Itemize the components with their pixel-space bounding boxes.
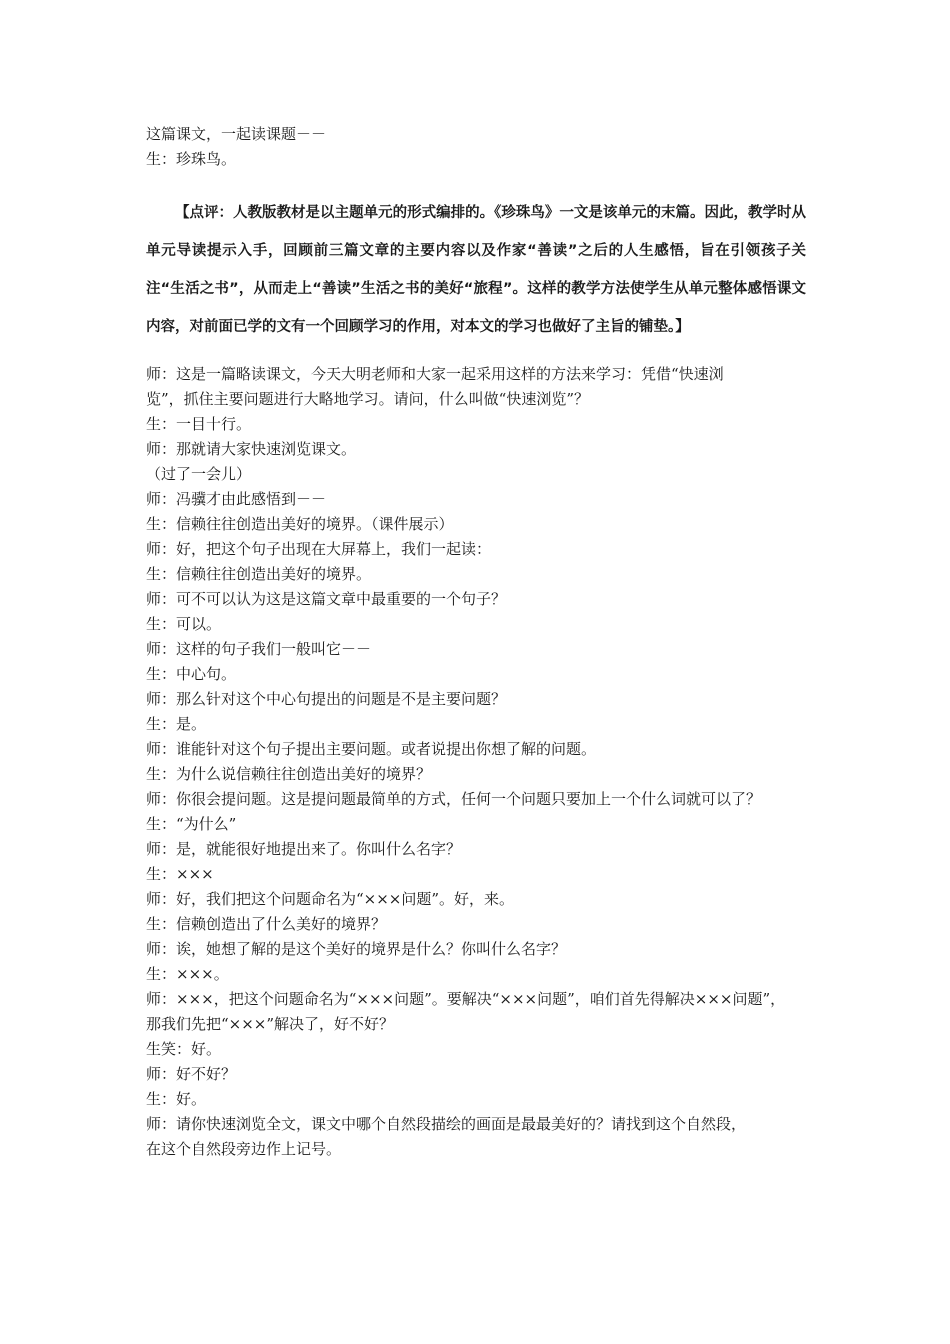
text-line: 生：珍珠鸟。 [146,150,237,168]
dialogue-line: 师：是，就能很好地提出来了。你叫什么名字？ [146,840,462,858]
text-line: 这篇课文，一起读课题－－ [146,125,327,143]
dialogue-line: 师：好，我们把这个问题命名为“×××问题”。好，来。 [146,890,515,908]
intro-block [146,122,826,172]
dialogue-line: 师：你很会提问题。这是提问题最简单的方式，任何一个问题只要加上一个什么词就可以了？ [146,790,762,808]
dialogue-line: 师：谁能针对这个句子提出主要问题。或者说提出你想了解的问题。 [146,740,597,758]
teacher-comment: 【点评：人教版教材是以主题单元的形式编排的。《珍珠鸟》一文是该单元的末篇。因此，教学时从单元导读提示入手，回顾前三篇文章的主要内容以及作家“善读”之后的人生感悟，旨在引领孩子关注“生活之书”，从而走上“善读”生活之书的美好“旅程”。这样的教学方法使学生从单元整体感悟课文内容，对前面已学的文有一个回顾学习的作用，对本文的学习也做好了主旨的铺垫。】 [146,205,806,335]
dialogue-line: 生：信赖创造出了什么美好的境界？ [146,915,387,933]
dialogue-line: 在这个自然段旁边作上记号。 [146,1140,342,1158]
dialogue-line: 生：可以。 [146,615,222,633]
dialogue-line: 师：那么针对这个中心句提出的问题是不是主要问题？ [146,690,507,708]
dialogue-line: 生：中心句。 [146,665,237,683]
document-page [146,122,826,1162]
dialogue-line: 师：好，把这个句子出现在大屏幕上，我们一起读： [146,540,492,558]
dialogue-line: 生：××× [146,865,214,883]
dialogue-line: 师：可不可以认为这是这篇文章中最重要的一个句子？ [146,590,507,608]
dialogue-line: 师：×××，把这个问题命名为“×××问题”。要解决“×××问题”，咱们首先得解决×××问题”， [146,990,786,1008]
dialogue-line: 生：信赖往往创造出美好的境界。 [146,565,372,583]
dialogue-line: 生：信赖往往创造出美好的境界。（课件展示） [146,515,454,533]
dialogue-line: 生笑：好。 [146,1040,222,1058]
dialogue-line: 师：那就请大家快速浏览课文。 [146,440,357,458]
dialogue-line: （过了一会儿） [146,465,252,483]
dialogue-line: 生：好。 [146,1090,207,1108]
dialogue-line: 生：为什么说信赖往往创造出美好的境界？ [146,765,432,783]
dialogue-line: 师：请你快速浏览全文，课文中哪个自然段描绘的画面是最最美好的？请找到这个自然段， [146,1115,747,1133]
dialogue-line: 生：是。 [146,715,207,733]
dialogue-line: 师：好不好？ [146,1065,237,1083]
dialogue-line: 师：冯骥才由此感悟到－－ [146,490,327,508]
dialogue-line: 生：一目十行。 [146,415,252,433]
dialogue-line: 览”，抓住主要问题进行大略地学习。请问，什么叫做“快速浏览”？ [146,390,590,408]
dialogue-line: 生：“为什么” [146,815,237,833]
dialogue-line: 师：诶，她想了解的是这个美好的境界是什么？你叫什么名字？ [146,940,567,958]
dialogue-line: 生：×××。 [146,965,229,983]
dialogue-line: 那我们先把“×××”解决了，好不好？ [146,1015,395,1033]
dialogue-line: 师：这样的句子我们一般叫它－－ [146,640,372,658]
dialogue-line: 师：这是一篇略读课文，今天大明老师和大家一起采用这样的方法来学习：凭借“快速浏 [146,365,724,383]
dialogue-block [146,362,826,1162]
